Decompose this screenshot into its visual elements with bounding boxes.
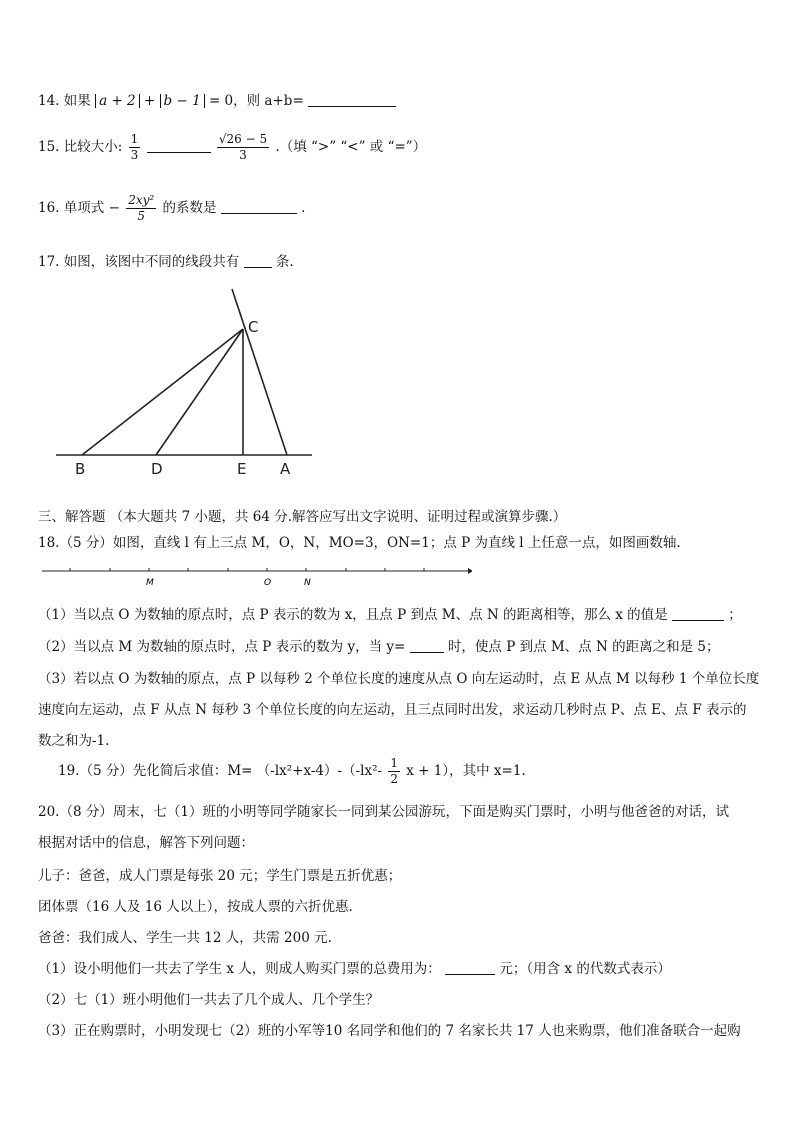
q19-fraction-den: 2 [390,772,398,786]
q18-number-line [42,560,472,590]
q20-line-8: （3）正在购票时，小明发现七（2）班的小军等10 名同学和他们的 7 名家长共 17 人也来购票，他们准备联合一起购 [38,1023,741,1039]
q16-prefix: 单项式 [63,200,105,216]
q15-answer-blank[interactable] [147,138,211,153]
segment-cd [156,329,243,455]
q17-text: 如图，该图中不同的线段共有 [63,254,240,270]
q15-fraction-right-den: 3 [239,148,247,162]
q19-fraction-num: 1 [390,756,398,770]
q15-fraction-right [217,132,269,163]
question-17 [38,250,294,270]
q17-end: 条. [275,254,294,270]
q20-line-2: 根据对话中的信息，解答下列问题： [38,835,254,851]
q20-line-7: （2）七（1）班小明他们一共去了几个成人、几个学生？ [38,992,380,1008]
q18-header: 18.（5 分）如图，直线 l 有上三点 M，O，N，MO=3，ON=1；点 P 为直线 l 上任意一点，如图画数轴. [38,535,681,551]
q16-minus: − [108,200,120,216]
q18-part-1-text: （1）当以点 O 为数轴的原点时，点 P 表示的数为 x，且点 P 到点 M、点 N 的距离相等，那么 x 的值是 [38,607,668,623]
q14-answer-blank[interactable] [308,92,396,107]
q20-line-6-text-a: （1）设小明他们一共去了学生 x 人，则成人购买门票的总费用为： [38,961,441,977]
line-ca-extended [232,289,287,455]
q17-answer-blank[interactable] [244,253,272,268]
q15-fraction-left-den: 3 [130,148,139,162]
q20-line-6 [38,957,671,977]
q14-abs-a: a + 2 [95,94,140,108]
q18-part-1 [38,603,742,623]
q15-fraction-left-num: 1 [130,132,139,146]
q15-prefix: 比较大小: [63,139,123,155]
segment-cb [82,329,243,455]
q19-fraction [388,756,400,787]
q16-fraction-den: 5 [137,209,145,223]
question-19 [58,756,526,787]
question-14 [38,89,396,109]
axis-label-m: M [146,578,154,588]
q18-part-2-text-b: 时，使点 P 到点 M、点 N 的距离之和是 5； [447,639,720,655]
q20-line-6-text-b: 元；（用含 x 的代数式表示） [499,961,671,977]
q14-number: 14. [38,93,60,109]
q16-number: 16. [38,200,60,216]
q14-abs-b: b − 1 [160,94,205,108]
q15-number: 15. [38,139,60,155]
q18-part-3-line-2: 速度向左运动，点 F 从点 N 每秒 3 个单位长度的向左运动，且三点同时出发，求运动几秒时点 P、点 E、点 F 表示的 [38,702,747,718]
q18-part-2 [38,635,719,655]
label-a: A [280,460,291,478]
q15-fraction-right-num: √26 − 5 [218,132,268,146]
q16-fraction-num: 2xy² [128,193,155,207]
q19-prefix: 19.（5 分）先化简后求值：M= （-lx²+x-4）-（-lx²- [58,763,383,779]
label-e: E [237,460,247,478]
section-3-header: 三、解答题 （本大题共 7 小题，共 64 分.解答应写出文字说明、证明过程或演算步骤.） [38,509,567,525]
q20-line-5: 爸爸：我们成人、学生一共 12 人，共需 200 元. [38,930,332,946]
q18-part-2-text-a: （2）当以点 M 为数轴的原点时，点 P 表示的数为 y，当 y= [38,639,406,655]
axis-label-n: N [304,578,311,588]
q18-part-1-end: ； [728,607,742,623]
question-15 [38,132,426,163]
label-d: D [151,460,163,478]
q20-line-4: 团体票（16 人及 16 人以上），按成人票的六折优惠. [38,899,353,915]
q20-line-1: 20.（8 分）周末，七（1）班的小明等同学随家长一同到某公园游玩，下面是购买门票时，小明与他爸爸的对话，试 [38,804,729,820]
q14-equation-end: = 0，则 a+b= [208,93,304,109]
axis-label-o: O [264,578,272,588]
q20-part-1-blank[interactable] [445,960,495,975]
q18-part-2-blank[interactable] [410,638,444,653]
label-b: B [75,460,86,478]
q16-fraction [126,193,156,224]
q18-part-3-line-3: 数之和为-1. [38,733,110,749]
label-c: C [248,318,259,336]
question-16 [38,193,305,224]
q17-number: 17. [38,254,60,270]
q16-answer-blank[interactable] [221,199,297,214]
q16-suffix: 的系数是 [162,200,217,216]
q14-prefix: 如果 [63,93,91,109]
q20-line-3: 儿子：爸爸，成人门票是每张 20 元；学生门票是五折优惠； [38,868,402,884]
q14-plus: + [143,93,156,109]
q19-suffix: x + 1），其中 x=1. [406,763,526,779]
q18-part-3-line-1: （3）若以点 O 为数轴的原点，点 P 以每秒 2 个单位长度的速度从点 O 向左运动时，点 E 从点 M 以每秒 1 个单位长度 [38,671,760,687]
q16-end: . [301,200,306,216]
q17-figure [50,285,320,480]
q15-suffix: .（填 “>” “<” 或 “=”） [275,139,427,155]
q18-part-1-blank[interactable] [672,606,724,621]
q15-fraction-left [129,132,141,163]
